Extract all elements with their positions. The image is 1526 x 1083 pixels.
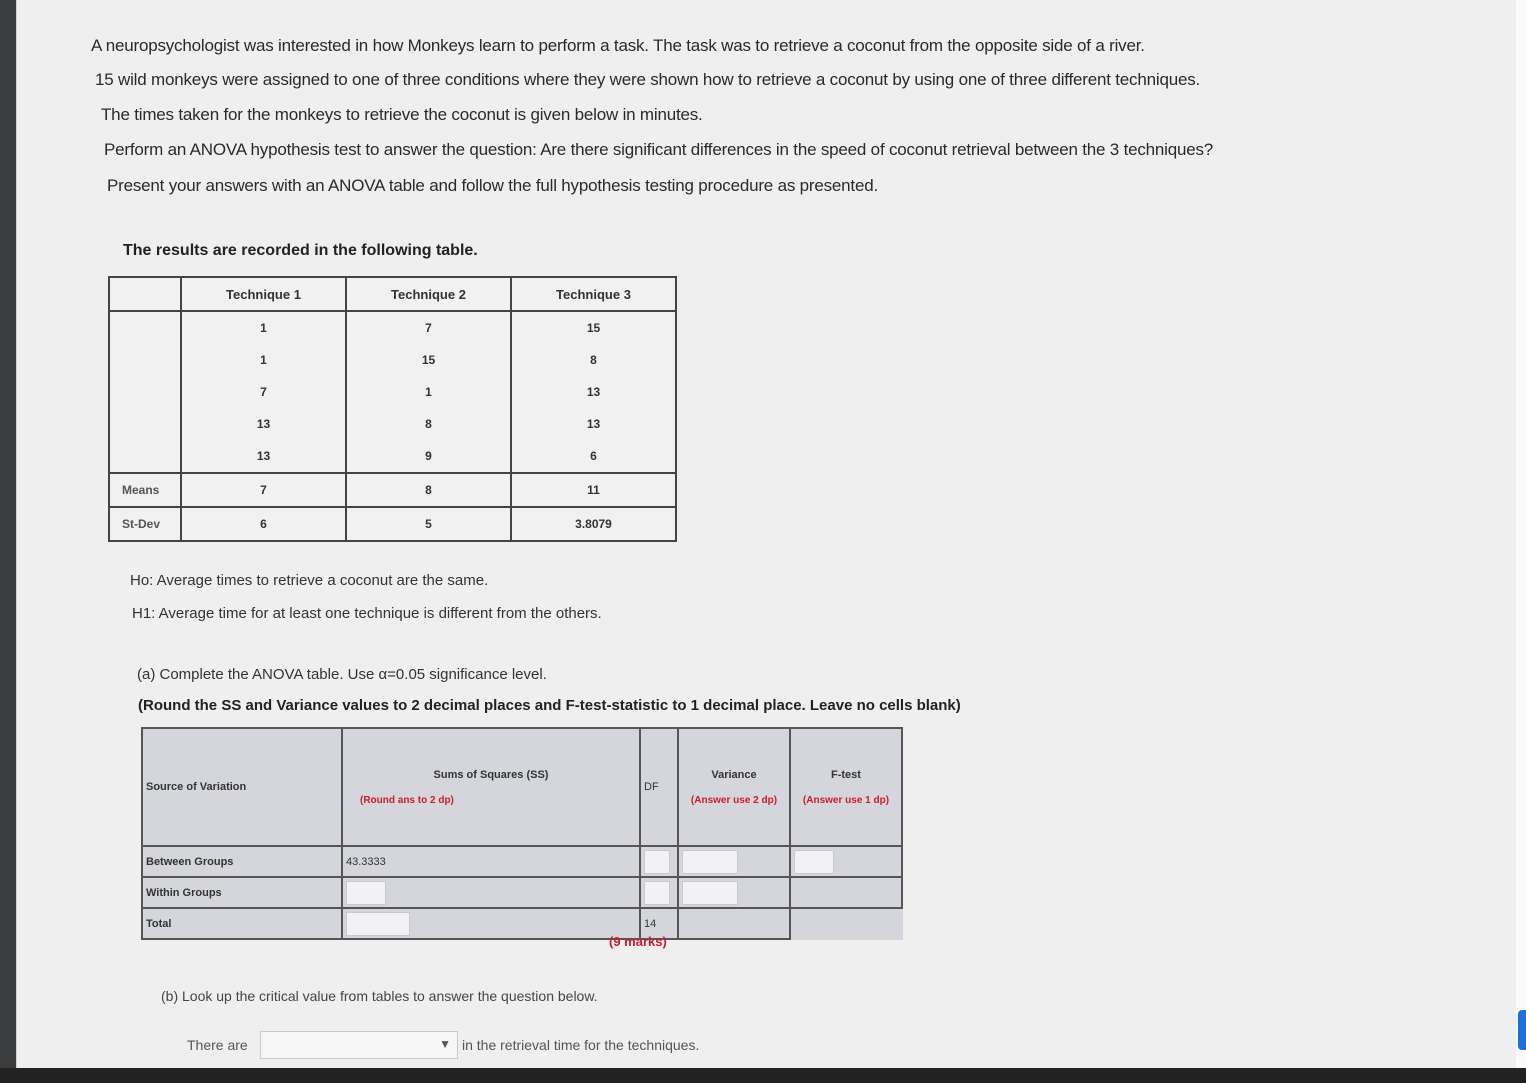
- intro-line-4: Perform an ANOVA hypothesis test to answer the question: Are there significant differences in the speed of coconut retrieval between the 3 techniques?: [104, 140, 1214, 159]
- anova-row-between: [142, 846, 902, 877]
- source-header-label: Source of Variation: [146, 781, 247, 793]
- null-hypothesis: Ho: Average times to retrieve a coconut are the same.: [130, 572, 489, 589]
- table-row: [109, 311, 676, 344]
- table-cell: 8: [511, 344, 676, 376]
- anova-header-ss: [342, 728, 640, 846]
- between-groups-label: Between Groups: [142, 846, 342, 877]
- blank-cell: [109, 408, 181, 440]
- results-table: [108, 276, 677, 542]
- table-row: [109, 408, 676, 440]
- table-cell: 6: [511, 440, 676, 473]
- stdev-row: [109, 507, 676, 541]
- means-label: Means: [109, 473, 181, 507]
- table-cell: 7: [181, 376, 346, 408]
- blank-cell: [790, 877, 902, 908]
- within-ss-cell: [342, 877, 640, 908]
- table-cell: 13: [511, 408, 676, 440]
- table-cell: 6: [181, 507, 346, 541]
- within-ss-input[interactable]: [346, 881, 386, 905]
- f-statistic-input[interactable]: [794, 850, 834, 874]
- blank-cell: [678, 908, 790, 939]
- ftest-header-label: F-test: [831, 768, 861, 781]
- blank-cell: [109, 440, 181, 473]
- total-df-value: 14: [640, 908, 678, 939]
- results-header-technique-1: Technique 1: [181, 277, 346, 311]
- empty-corner-cell: [790, 908, 902, 939]
- within-groups-label: Within Groups: [142, 877, 342, 908]
- blank-cell: [109, 344, 181, 376]
- part-b-prefix: There are: [187, 1037, 248, 1053]
- intro-line-1: A neuropsychologist was interested in how Monkeys learn to perform a task. The task was to retrieve a coconut from the opposite side of a river.: [91, 36, 1145, 55]
- part-a-question: (a) Complete the ANOVA table. Use α=0.05 significance level.: [137, 666, 547, 683]
- total-ss-cell: [342, 908, 640, 939]
- table-row: [109, 344, 676, 376]
- table-cell: 3.8079: [511, 507, 676, 541]
- table-cell: 1: [181, 344, 346, 376]
- anova-header-source: [142, 728, 342, 846]
- anova-header-row: [142, 728, 902, 846]
- total-ss-input[interactable]: [346, 912, 410, 936]
- table-cell: 1: [346, 376, 511, 408]
- part-b-suffix: in the retrieval time for the techniques.: [462, 1037, 700, 1053]
- variance-header-label: Variance: [711, 768, 757, 781]
- table-cell: 13: [181, 408, 346, 440]
- within-variance-input[interactable]: [682, 881, 738, 905]
- ss-header-label: Sums of Squares (SS): [433, 768, 549, 781]
- results-caption: The results are recorded in the following table.: [123, 242, 478, 259]
- table-cell: 7: [181, 473, 346, 507]
- variance-rounding-note: (Answer use 2 dp): [690, 794, 778, 806]
- table-cell: 5: [346, 507, 511, 541]
- within-df-cell: [640, 877, 678, 908]
- anova-header-df: [640, 728, 678, 846]
- between-df-cell: [640, 846, 678, 877]
- f-statistic-cell: [790, 846, 902, 877]
- part-a-rounding-note: (Round the SS and Variance values to 2 decimal places and F-test-statistic to 1 decimal place. Leave no cells blank): [138, 697, 961, 714]
- table-row: [109, 440, 676, 473]
- results-header-row: [109, 277, 676, 311]
- between-ss-value: 43.3333: [342, 846, 640, 877]
- between-variance-input[interactable]: [682, 850, 738, 874]
- blank-cell: [109, 376, 181, 408]
- chevron-down-icon: ▼: [439, 1037, 451, 1051]
- within-df-input[interactable]: [644, 881, 670, 905]
- df-header-label: DF: [644, 781, 659, 793]
- between-df-input[interactable]: [644, 850, 670, 874]
- means-row: [109, 473, 676, 507]
- conclusion-dropdown[interactable]: [260, 1031, 458, 1059]
- within-variance-cell: [678, 877, 790, 908]
- table-cell: 13: [181, 440, 346, 473]
- total-label: Total: [142, 908, 342, 939]
- intro-line-5: Present your answers with an ANOVA table and follow the full hypothesis testing procedure as presented.: [107, 176, 878, 195]
- between-variance-cell: [678, 846, 790, 877]
- alternative-hypothesis: H1: Average time for at least one technique is different from the others.: [132, 605, 602, 622]
- results-header-technique-2: Technique 2: [346, 277, 511, 311]
- table-row: [109, 376, 676, 408]
- table-cell: 11: [511, 473, 676, 507]
- table-cell: 8: [346, 408, 511, 440]
- screen-bottom-bezel: [0, 1068, 1526, 1083]
- results-header-technique-3: Technique 3: [511, 277, 676, 311]
- part-b-question: (b) Look up the critical value from tables to answer the question below.: [161, 988, 598, 1004]
- table-cell: 8: [346, 473, 511, 507]
- table-cell: 9: [346, 440, 511, 473]
- stdev-label: St-Dev: [109, 507, 181, 541]
- anova-header-ftest: [790, 728, 902, 846]
- table-cell: 1: [181, 311, 346, 344]
- marks-label: (9 marks): [609, 934, 667, 949]
- anova-table: [141, 727, 903, 940]
- table-cell: 7: [346, 311, 511, 344]
- intro-line-3: The times taken for the monkeys to retrieve the coconut is given below in minutes.: [101, 105, 703, 124]
- anova-row-total: [142, 908, 902, 939]
- ss-rounding-note: (Round ans to 2 dp): [360, 794, 454, 806]
- screen-right-edge: [1516, 0, 1526, 1068]
- ftest-rounding-note: (Answer use 1 dp): [802, 794, 890, 806]
- table-cell: 13: [511, 376, 676, 408]
- anova-row-within: [142, 877, 902, 908]
- anova-header-variance: [678, 728, 790, 846]
- side-tab[interactable]: [1518, 1010, 1526, 1050]
- table-cell: 15: [346, 344, 511, 376]
- intro-line-2: 15 wild monkeys were assigned to one of three conditions where they were shown how to retrieve a coconut by using one of three different techniques.: [95, 70, 1201, 89]
- blank-cell: [109, 311, 181, 344]
- results-corner-cell: [109, 277, 181, 311]
- table-cell: 15: [511, 311, 676, 344]
